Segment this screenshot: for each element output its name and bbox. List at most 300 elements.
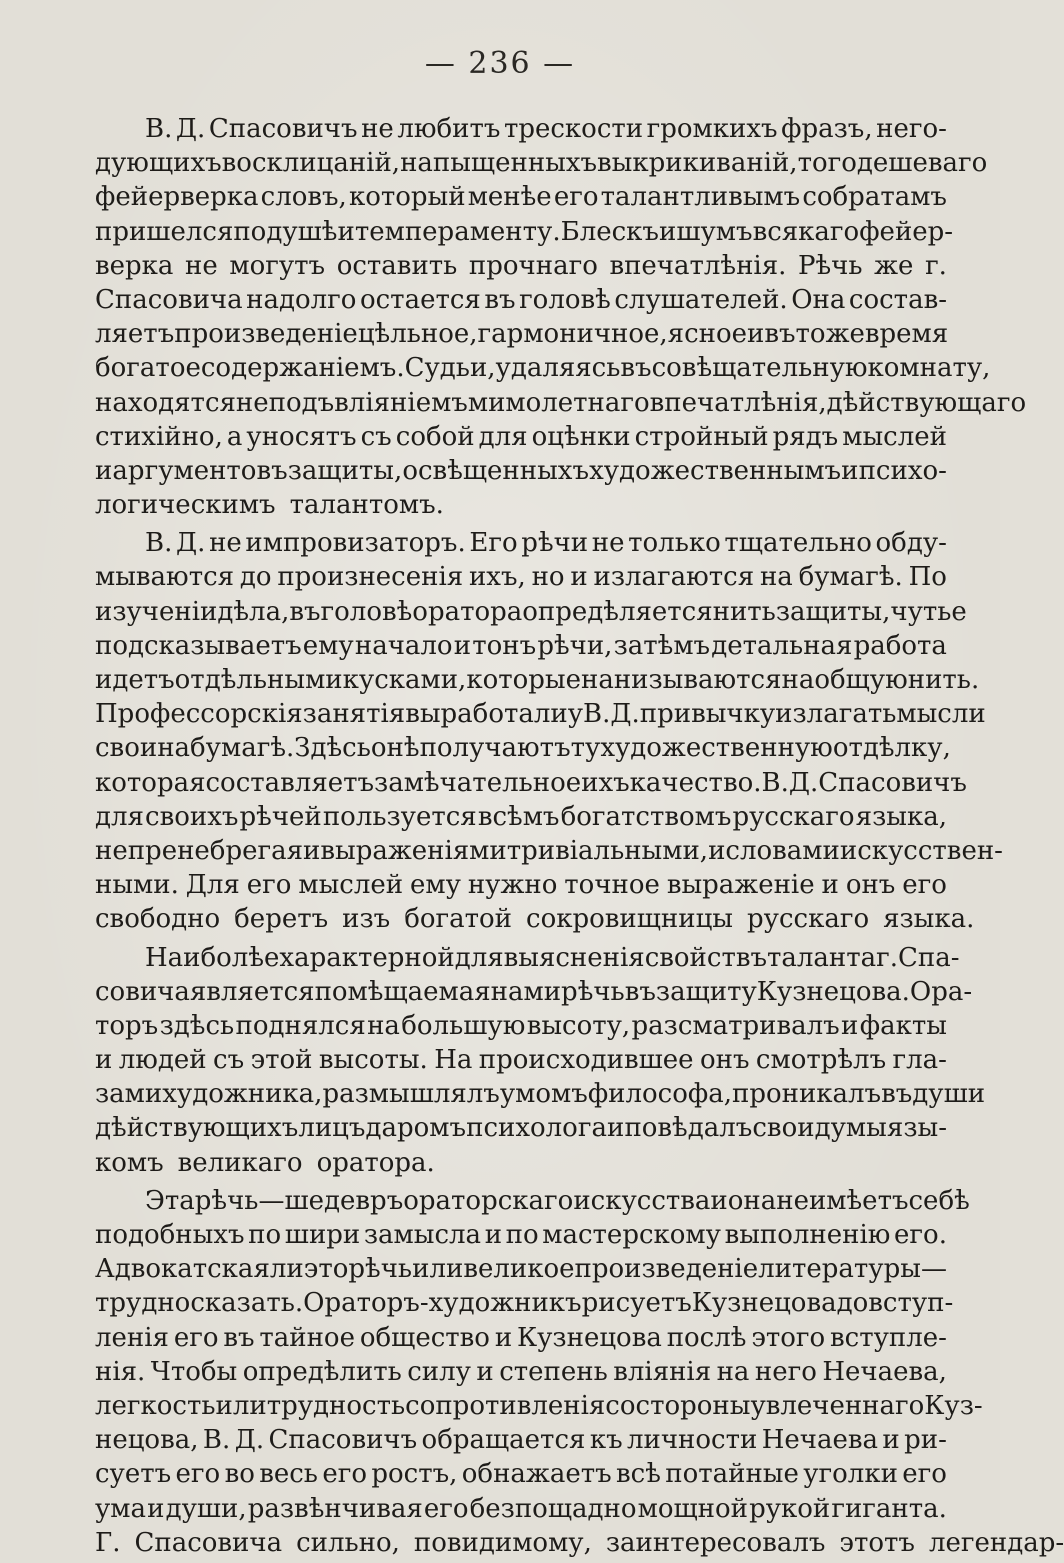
word: Д. [176, 528, 206, 559]
word: не [235, 387, 269, 418]
text-line [95, 1492, 947, 1526]
word: защиту [655, 976, 757, 1007]
word: для [478, 421, 528, 452]
word: весь [259, 1459, 318, 1490]
word: трудность [266, 1390, 406, 1421]
word: психолога [466, 1113, 607, 1144]
word: поднялся [235, 1010, 366, 1041]
text-line [95, 488, 947, 522]
word: ему [409, 870, 461, 901]
word: психо- [858, 455, 947, 486]
text-line [95, 112, 947, 146]
word: излагаются [593, 562, 755, 593]
word: шумъ [676, 216, 753, 247]
word: художественнымъ [589, 455, 842, 486]
word: кусками, [342, 665, 467, 695]
word: выясненія [503, 942, 645, 973]
word: для [454, 942, 504, 973]
word: уголки [803, 1459, 898, 1490]
word: Спасовичъ [208, 114, 358, 144]
text-line [95, 1286, 954, 1320]
word: собратамъ [802, 182, 947, 213]
word: В. [761, 767, 789, 798]
word: повѣдалъ [624, 1113, 753, 1144]
word: идетъ [95, 665, 175, 695]
word: тайное [259, 1322, 355, 1353]
word: душѣ [266, 216, 338, 247]
word: Для [185, 870, 240, 901]
word: фразъ, [781, 114, 873, 144]
word: ростъ, [371, 1459, 458, 1490]
word: души [912, 1079, 986, 1110]
word: и [453, 630, 472, 661]
word: чутье [890, 596, 967, 627]
word: и [841, 1010, 859, 1041]
word: для [95, 801, 144, 832]
word: вліяніемъ [334, 387, 468, 418]
word: оцѣнки [531, 421, 631, 452]
word: гармоничное, [477, 319, 668, 350]
text-line [95, 146, 988, 180]
word: съ [360, 421, 392, 452]
word: на [157, 733, 191, 764]
word: Спасовичъ [268, 1425, 418, 1456]
word: беретъ [234, 904, 329, 935]
word: трескости [503, 114, 644, 144]
word: фейерверка [95, 182, 259, 213]
word: впечатлѣнія, [649, 387, 827, 418]
word: свои [752, 1113, 815, 1144]
word: легкость [95, 1390, 216, 1421]
word: могутъ [229, 250, 326, 281]
word: подсказываетъ [95, 630, 302, 661]
word: его [553, 182, 599, 213]
word: замѣчательное [374, 767, 582, 798]
word: безпощадно [469, 1493, 637, 1524]
word: импровизаторъ. [245, 528, 466, 559]
word: зами [95, 1079, 163, 1110]
word: степень [499, 1356, 608, 1387]
word: всякаго [752, 216, 860, 247]
text-line [95, 1389, 983, 1423]
word: аргументовъ [112, 455, 288, 486]
word: факты [859, 1010, 947, 1041]
word: защиты, [287, 455, 403, 486]
word: ту [570, 733, 601, 764]
word: сильно, [296, 1527, 400, 1558]
word: души, [165, 1493, 247, 1524]
word: и [747, 319, 765, 350]
word: помѣщаемая [314, 976, 491, 1007]
word: — [258, 1185, 285, 1216]
word: детальная [711, 630, 853, 661]
word: это [303, 1254, 349, 1285]
word: свои [95, 733, 158, 764]
word: тоже [795, 319, 865, 350]
word: нія. [95, 1356, 146, 1387]
word: совича [95, 976, 190, 1007]
word: произнесенія [277, 562, 464, 593]
word: г. [876, 942, 899, 973]
word: дѣйствующихъ [95, 1113, 299, 1144]
word: отдѣльными [174, 665, 343, 695]
text-line [95, 351, 991, 385]
word: работа [853, 630, 947, 661]
word: сокровищницы [526, 904, 733, 935]
text-line [95, 629, 947, 663]
text-line [95, 1111, 947, 1145]
word: думы [814, 1113, 887, 1144]
word: пользуется [322, 801, 477, 832]
word: потайные [665, 1459, 799, 1490]
word: онѣ [370, 733, 420, 764]
word: дешеваго [856, 148, 988, 179]
word: трудно [95, 1288, 191, 1319]
text-line [95, 1218, 947, 1252]
word: стройный [634, 421, 769, 452]
word: Спасовича [95, 284, 243, 315]
word: верка [95, 250, 174, 281]
word: язы- [886, 1113, 947, 1144]
word: сопротивленія [405, 1390, 606, 1421]
word: находятся [95, 387, 236, 418]
word: рукой [749, 1493, 831, 1524]
word: удаляясь [495, 353, 621, 384]
word: Г. [95, 1527, 121, 1558]
word: она [727, 1185, 777, 1216]
text-line [95, 1252, 947, 1286]
word: таланта [767, 942, 877, 973]
text-line [95, 975, 973, 1009]
word: вступле- [830, 1322, 947, 1353]
word: опредѣляется [522, 596, 713, 627]
word: и [570, 562, 588, 593]
word: логическимъ [95, 490, 276, 521]
word: ихъ [581, 767, 630, 798]
word: рѣчь [348, 1254, 413, 1285]
word: личности [627, 1425, 758, 1456]
word: только [628, 528, 721, 559]
word: стороны [635, 1390, 751, 1421]
word: ри- [904, 1425, 947, 1456]
word: гла- [892, 1045, 947, 1076]
word: размышлялъ [322, 1079, 500, 1110]
word: головѣ [519, 284, 611, 315]
word: сказать. [190, 1288, 304, 1319]
word: комнату, [867, 353, 991, 384]
word: фейер- [859, 216, 954, 247]
body-text [95, 112, 1064, 1560]
word: и [841, 455, 859, 486]
word: комъ [95, 1147, 164, 1178]
word: но [531, 562, 565, 593]
word: Спасовичъ [818, 767, 967, 798]
word: изъ [342, 904, 391, 935]
word: этотъ [839, 1527, 915, 1558]
word: произведеніе [574, 1254, 759, 1285]
word: изученіи [95, 596, 218, 627]
text-line [95, 180, 947, 214]
word: языка. [883, 904, 975, 935]
word: и [494, 1322, 513, 1353]
word: оратора. [316, 1147, 435, 1178]
word: у [567, 699, 584, 730]
word: Д. [788, 767, 819, 798]
word: Ора- [909, 976, 973, 1007]
word: подобныхъ [95, 1220, 245, 1250]
word: по [248, 1220, 282, 1250]
word: рѣчь [194, 1185, 259, 1216]
word: этого [751, 1322, 826, 1353]
word: замысла [363, 1220, 482, 1250]
word: надолго [246, 284, 357, 315]
word: него [754, 1356, 817, 1387]
word: уносятъ [246, 421, 357, 452]
word: Д. [234, 1425, 265, 1456]
word: не [591, 528, 625, 559]
word: высоту, [526, 1010, 631, 1041]
text-line [95, 454, 947, 488]
word: и [476, 1356, 494, 1387]
word: начало [354, 630, 453, 661]
word: дѣйствующаго [826, 387, 1027, 418]
word: Адвокатская [95, 1254, 270, 1285]
word: В. [583, 699, 611, 730]
text-line [95, 249, 947, 283]
word: же [874, 250, 914, 281]
word: богатствомъ [560, 801, 732, 832]
word: большую [401, 1010, 526, 1041]
word: привычку [639, 699, 776, 730]
word: проникалъ [732, 1079, 882, 1110]
text-line [95, 834, 1003, 868]
word: философа, [587, 1079, 732, 1110]
word: подъ [268, 387, 335, 418]
text-line [95, 283, 947, 317]
word: послѣ [666, 1322, 747, 1353]
word: Профессорскія [95, 699, 303, 730]
word: языка, [855, 801, 947, 832]
word: его [322, 1459, 367, 1490]
word: Блескъ [560, 216, 659, 247]
text-line [95, 697, 986, 731]
word: нить. [907, 665, 980, 695]
word: любитъ [397, 114, 501, 144]
word: словъ, [260, 182, 347, 213]
word: темпераменту. [354, 216, 561, 247]
word: рѣчь [561, 976, 625, 1007]
word: и [303, 835, 321, 866]
word: на [759, 562, 793, 593]
word: Чтобы [150, 1356, 238, 1387]
word: всѣ [616, 1459, 661, 1490]
word: и [658, 216, 677, 247]
word: г. [925, 250, 947, 281]
word: и [607, 1113, 625, 1144]
word: тонъ [472, 630, 537, 661]
word: него- [876, 114, 947, 144]
word: слушателей. [614, 284, 788, 315]
word: освѣщенныхъ [402, 455, 589, 486]
word: онъ [699, 1045, 750, 1076]
word: на [716, 1356, 750, 1387]
word: въ [223, 1322, 255, 1353]
word: собой [395, 421, 475, 452]
word: происходившее [478, 1045, 694, 1076]
paragraph [95, 941, 986, 1180]
text-line [95, 1457, 947, 1491]
word: богатое [95, 353, 201, 384]
word: словами [725, 835, 840, 866]
word: общую [814, 665, 908, 695]
text-line [95, 1077, 986, 1111]
word: общество [359, 1322, 490, 1353]
word: лицъ [298, 1113, 366, 1144]
word: по [233, 216, 267, 247]
word: оставить [336, 250, 458, 281]
word: Рѣчь [798, 250, 863, 281]
text-line [95, 663, 980, 697]
text-line [95, 420, 947, 454]
word: состав- [848, 284, 947, 315]
word: въ [289, 596, 321, 627]
word: качество. [629, 767, 762, 798]
word: остается [359, 284, 481, 315]
word: Здѣсь [294, 733, 371, 764]
word: бумагѣ. [190, 733, 295, 764]
word: нами [490, 976, 562, 1007]
word: рѣчи, [537, 630, 613, 661]
word: искусства [573, 1185, 711, 1216]
word: выработали [405, 699, 568, 730]
word: точное [564, 870, 660, 901]
word: шедевръ [284, 1185, 404, 1216]
word: до [239, 562, 272, 593]
word: того [797, 148, 857, 179]
word: ли [269, 1254, 304, 1285]
word: ему [302, 630, 354, 661]
word: и [484, 1220, 503, 1250]
word: и [882, 1425, 900, 1456]
word: имѣетъ [808, 1185, 909, 1216]
word: не [95, 835, 128, 866]
word: великое [463, 1254, 575, 1285]
word: выраженіями [320, 835, 507, 866]
word: литературы [758, 1254, 921, 1285]
word: обду- [875, 528, 947, 559]
word: талантомъ. [289, 490, 444, 521]
word: оратора [412, 596, 523, 627]
word: къ [589, 1425, 623, 1456]
word: Нечаева, [822, 1356, 947, 1387]
word: Спа- [898, 942, 960, 973]
word: даромъ [365, 1113, 467, 1144]
word: заинтересовалъ [605, 1527, 826, 1558]
word: или [412, 1254, 464, 1285]
word: Судьи, [404, 353, 496, 384]
word: вступ- [868, 1288, 954, 1319]
word: дующихъ [95, 148, 222, 179]
word: По [908, 562, 947, 593]
word: впечатлѣнія. [609, 250, 787, 281]
text-line [95, 902, 975, 936]
word: которые [466, 665, 581, 695]
word: торъ [95, 1010, 159, 1041]
text-line [95, 1355, 947, 1389]
word: его [246, 870, 292, 901]
word: онъ [845, 870, 896, 901]
word: ленія [95, 1322, 169, 1353]
word: тщательно [724, 528, 872, 559]
text-line [95, 1526, 1064, 1560]
word: суетъ [95, 1459, 172, 1490]
text-line [95, 1146, 947, 1180]
word: его [902, 870, 947, 901]
text-line [95, 560, 947, 594]
word: мываются [95, 562, 235, 593]
paragraph [95, 1184, 1064, 1560]
text-line [95, 766, 967, 800]
word: свойствъ [644, 942, 768, 973]
word: выраженіе [666, 870, 815, 901]
word: увлеченнаго [750, 1390, 925, 1421]
word: себѣ [908, 1185, 970, 1216]
word: его [902, 1459, 947, 1490]
text-line [95, 941, 960, 975]
word: въ [881, 1079, 913, 1110]
word: ума [95, 1493, 147, 1524]
word: мастерскому [542, 1220, 721, 1250]
word: выкрикиваній, [597, 148, 798, 179]
word: прочнаго [468, 250, 598, 281]
text-line [95, 1423, 947, 1457]
word: и [708, 835, 726, 866]
word: На [434, 1045, 473, 1076]
word: богатой [404, 904, 513, 935]
word: пренебрегая [127, 835, 304, 866]
word: гиганта. [831, 1493, 947, 1524]
word: Она [791, 284, 846, 315]
word: громкихъ [646, 114, 778, 144]
word: восклицаній, [221, 148, 401, 179]
word: Д. [175, 114, 206, 144]
word: совѣщательную [651, 353, 868, 384]
word: во [224, 1459, 255, 1490]
word: пришелся [95, 216, 234, 247]
word: Спасовича [134, 1527, 283, 1558]
word: и [95, 455, 113, 486]
word: высоты. [318, 1045, 428, 1076]
word: головѣ [320, 596, 413, 627]
word: его [175, 1459, 221, 1490]
word: мимолетнаго [467, 387, 650, 418]
word: опредѣлить [242, 1356, 402, 1387]
word: занятія [302, 699, 406, 730]
word: Наиболѣе [145, 942, 280, 973]
word: или [215, 1390, 267, 1421]
word: напыщенныхъ [400, 148, 598, 179]
word: Его [469, 528, 518, 559]
word: рядъ [772, 421, 839, 452]
word: произведеніе [174, 319, 358, 350]
text-line [95, 386, 1027, 420]
word: который [348, 182, 466, 213]
word: по [505, 1220, 539, 1250]
word: людей [118, 1045, 207, 1076]
text-line [95, 1184, 970, 1218]
word: и [95, 1045, 113, 1076]
word: содержаніемъ. [200, 353, 405, 384]
